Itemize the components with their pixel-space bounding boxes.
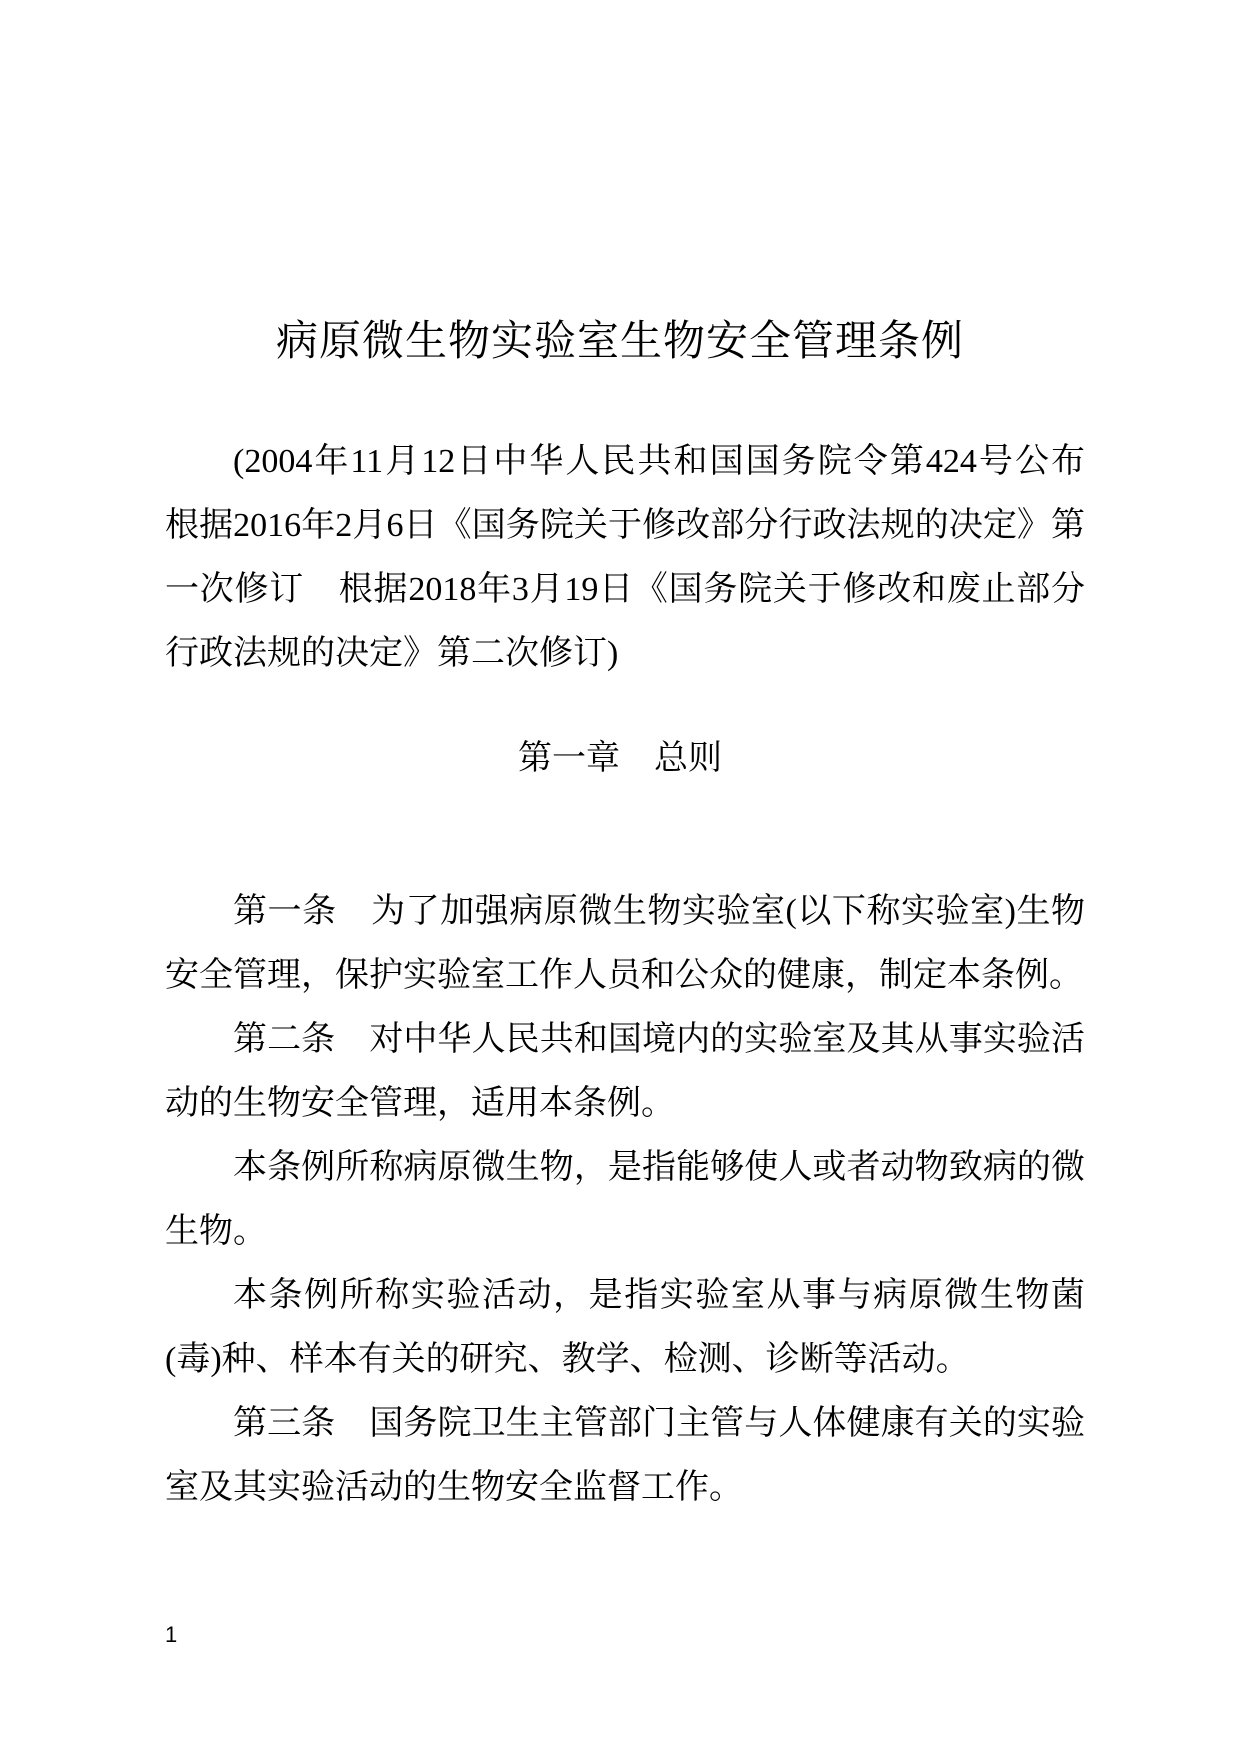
chapter-number: 第一章 — [518, 740, 620, 777]
article-2-paragraph-3 — [165, 1264, 1085, 1392]
article-label: 第一条 — [233, 893, 337, 930]
preamble-text: (2004年11月12日中华人民共和国国务院令第424号公布 根据2016年2月6日《国务院关于修改部分行政法规的决定》第一次修订 根据2018年3月19日《国务院关于修改和废止部分行政法规的决定》第二次修订) — [165, 443, 1119, 672]
article-3 — [165, 1392, 1085, 1520]
chapter-heading — [0, 730, 1240, 779]
article-text: 为了加强病原微生物实验室(以下称实验室)生物安全管理，保护实验室工作人员和公众的健康，制定本条例。 — [165, 893, 1085, 994]
article-label: 第二条 — [233, 1021, 336, 1058]
article-2-paragraph-2 — [165, 1136, 1085, 1264]
chapter-name: 总则 — [654, 740, 722, 777]
article-2 — [165, 1008, 1085, 1136]
article-text: 本条例所称病原微生物，是指能够使人或者动物致病的微生物。 — [165, 1149, 1085, 1250]
page-number: 1 — [165, 1622, 178, 1647]
article-text: 国务院卫生主管部门主管与人体健康有关的实验室及其实验活动的生物安全监督工作。 — [165, 1405, 1085, 1506]
article-1 — [165, 880, 1085, 1008]
articles-body — [165, 880, 1085, 1520]
article-text: 对中华人民共和国境内的实验室及其从事实验活动的生物安全管理，适用本条例。 — [165, 1021, 1085, 1122]
document-title: 病原微生物实验室生物安全管理条例 — [275, 316, 964, 365]
article-text: 本条例所称实验活动，是指实验室从事与病原微生物菌(毒)种、样本有关的研究、教学、检测、诊断等活动。 — [165, 1277, 1085, 1378]
article-label: 第三条 — [233, 1405, 336, 1442]
preamble — [165, 430, 1119, 686]
